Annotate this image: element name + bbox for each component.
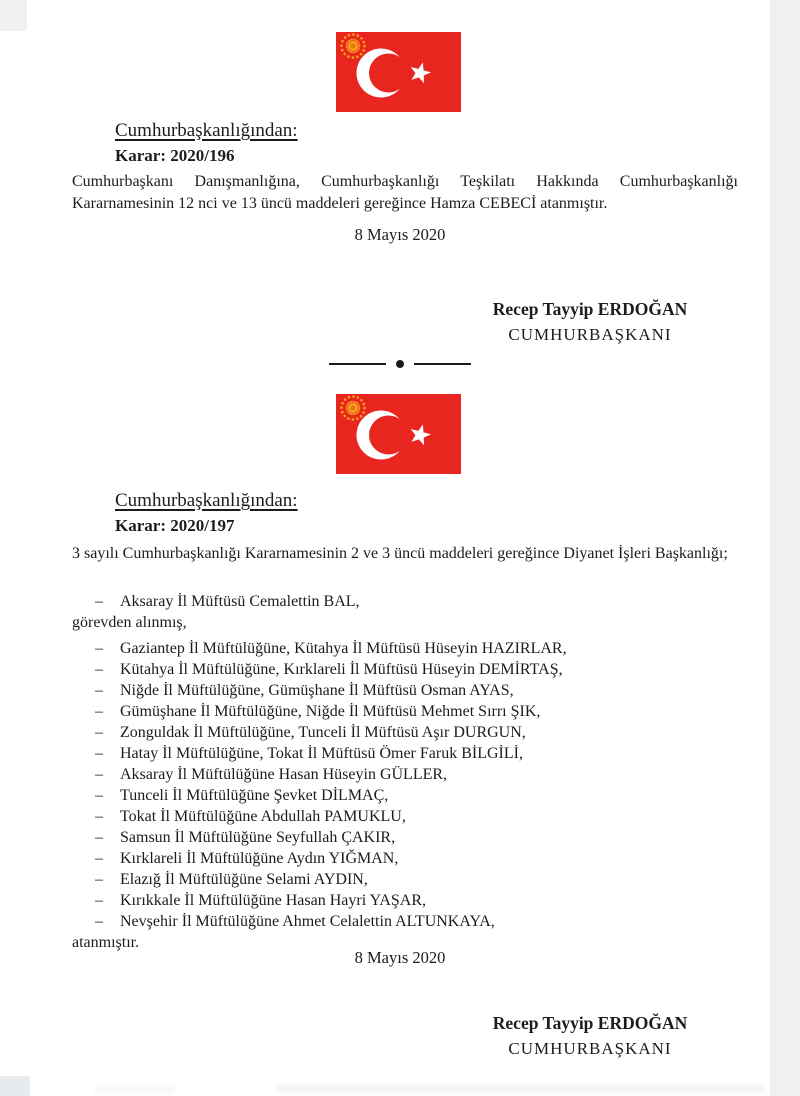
list-item-text: Aksaray İl Müftüsü Cemalettin BAL, — [120, 593, 360, 610]
divider-line-left — [329, 363, 386, 366]
list-item — [72, 659, 762, 680]
list-item-text: Nevşehir İl Müftülüğüne Ahmet Celalettin ALTUNKAYA, — [120, 913, 495, 930]
list-item — [72, 848, 762, 869]
divider-line-right — [414, 363, 471, 366]
list-item-text: Tokat İl Müftülüğüne Abdullah PAMUKLU, — [120, 808, 406, 825]
list-item — [72, 764, 762, 785]
decree2-signature-block — [430, 1011, 750, 1061]
signature-name: Recep Tayyip ERDOĞAN — [492, 1013, 688, 1033]
list-dash: – — [95, 661, 103, 678]
list-item-text: Niğde İl Müftülüğüne, Gümüşhane İl Müftüsü Osman AYAS, — [120, 682, 514, 699]
list-dash: – — [95, 593, 103, 610]
list-item-text: Gümüşhane İl Müftülüğüne, Niğde İl Müftüsü Mehmet Sırrı ŞIK, — [120, 703, 541, 720]
list-item-text: Elazığ İl Müftülüğüne Selami AYDIN, — [120, 871, 368, 888]
page-corner-top-left — [0, 0, 27, 31]
list-dash: – — [95, 640, 103, 657]
decree2-date: 8 Mayıs 2020 — [354, 948, 446, 967]
list-item-text: Kütahya İl Müftülüğüne, Kırklareli İl Müftüsü Hüseyin DEMİRTAŞ, — [120, 661, 563, 678]
presidential-flag — [336, 32, 461, 112]
list-item — [72, 806, 762, 827]
decree1-source-title: Cumhurbaşkanlığından: — [115, 120, 298, 141]
list-item — [72, 743, 762, 764]
list-dash: – — [95, 829, 103, 846]
page-corner-bottom-left — [0, 1076, 30, 1096]
list-item — [72, 722, 762, 743]
list-item-text: Gaziantep İl Müftülüğüne, Kütahya İl Müftüsü Hüseyin HAZIRLAR, — [120, 640, 567, 657]
closing-text: atanmıştır. — [72, 934, 140, 951]
list-item — [72, 680, 762, 701]
decree2-intro-text: 3 sayılı Cumhurbaşkanlığı Kararnamesinin 2 ve 3 üncü maddeleri gereğince Diyanet İşleri Başkanlığı; — [72, 545, 728, 562]
list-item — [72, 701, 762, 722]
turkish-flag-graphic — [336, 32, 461, 112]
dismissal-note: görevden alınmış, — [72, 614, 187, 631]
appointment-list — [72, 591, 762, 953]
signature-title: CUMHURBAŞKANI — [508, 1039, 672, 1058]
decree1-body-text: Cumhurbaşkanı Danışmanlığına, Cumhurbaşkanlığı Teşkilatı Hakkında Cumhurbaşkanlığı Kararnamesinin 12 nci ve 13 üncü maddeleri gereğince Hamza CEBECİ atanmıştır. — [72, 173, 738, 212]
signature-name: Recep Tayyip ERDOĞAN — [492, 299, 688, 319]
decree1-signature-block — [430, 297, 750, 347]
list-dash: – — [95, 787, 103, 804]
section-divider — [329, 360, 471, 368]
presidential-flag — [336, 394, 461, 474]
cutoff-next-row-ghost — [95, 1087, 175, 1093]
list-item-text: Hatay İl Müftülüğüne, Tokat İl Müftüsü Ömer Faruk BİLGİLİ, — [120, 745, 523, 762]
decree2-decision-number: Karar: 2020/197 — [115, 516, 235, 535]
page-edge-right — [770, 0, 800, 1096]
list-dash: – — [95, 745, 103, 762]
list-item — [72, 785, 762, 806]
list-dash: – — [95, 892, 103, 909]
list-item — [72, 869, 762, 890]
list-dash: – — [95, 871, 103, 888]
list-dash: – — [95, 703, 103, 720]
appointments-group — [72, 638, 762, 932]
list-dash: – — [95, 766, 103, 783]
cutoff-next-row-ghost — [278, 1085, 764, 1093]
list-dash: – — [95, 724, 103, 741]
list-item-text: Kırklareli İl Müftülüğüne Aydın YIĞMAN, — [120, 850, 399, 867]
list-item — [72, 911, 762, 932]
list-item — [72, 827, 762, 848]
decree2-source-title: Cumhurbaşkanlığından: — [115, 490, 298, 511]
list-item-text: Zonguldak İl Müftülüğüne, Tunceli İl Müftüsü Aşır DURGUN, — [120, 724, 526, 741]
list-item-text: Kırıkkale İl Müftülüğüne Hasan Hayri YAŞAR, — [120, 892, 427, 909]
decree1-decision-number: Karar: 2020/196 — [115, 146, 235, 165]
list-dash: – — [95, 808, 103, 825]
list-item — [72, 638, 762, 659]
list-dash: – — [95, 682, 103, 699]
list-item-text: Samsun İl Müftülüğüne Seyfullah ÇAKIR, — [120, 829, 396, 846]
list-dash: – — [95, 850, 103, 867]
decree1-date: 8 Mayıs 2020 — [354, 225, 446, 244]
turkish-flag-graphic — [336, 394, 461, 474]
list-item-text: Tunceli İl Müftülüğüne Şevket DİLMAÇ, — [120, 787, 389, 804]
divider-dot — [396, 360, 404, 368]
signature-title: CUMHURBAŞKANI — [508, 325, 672, 344]
list-item-dismissal — [72, 591, 762, 612]
list-item-text: Aksaray İl Müftülüğüne Hasan Hüseyin GÜLLER, — [120, 766, 448, 783]
list-dash: – — [95, 913, 103, 930]
list-item — [72, 890, 762, 911]
